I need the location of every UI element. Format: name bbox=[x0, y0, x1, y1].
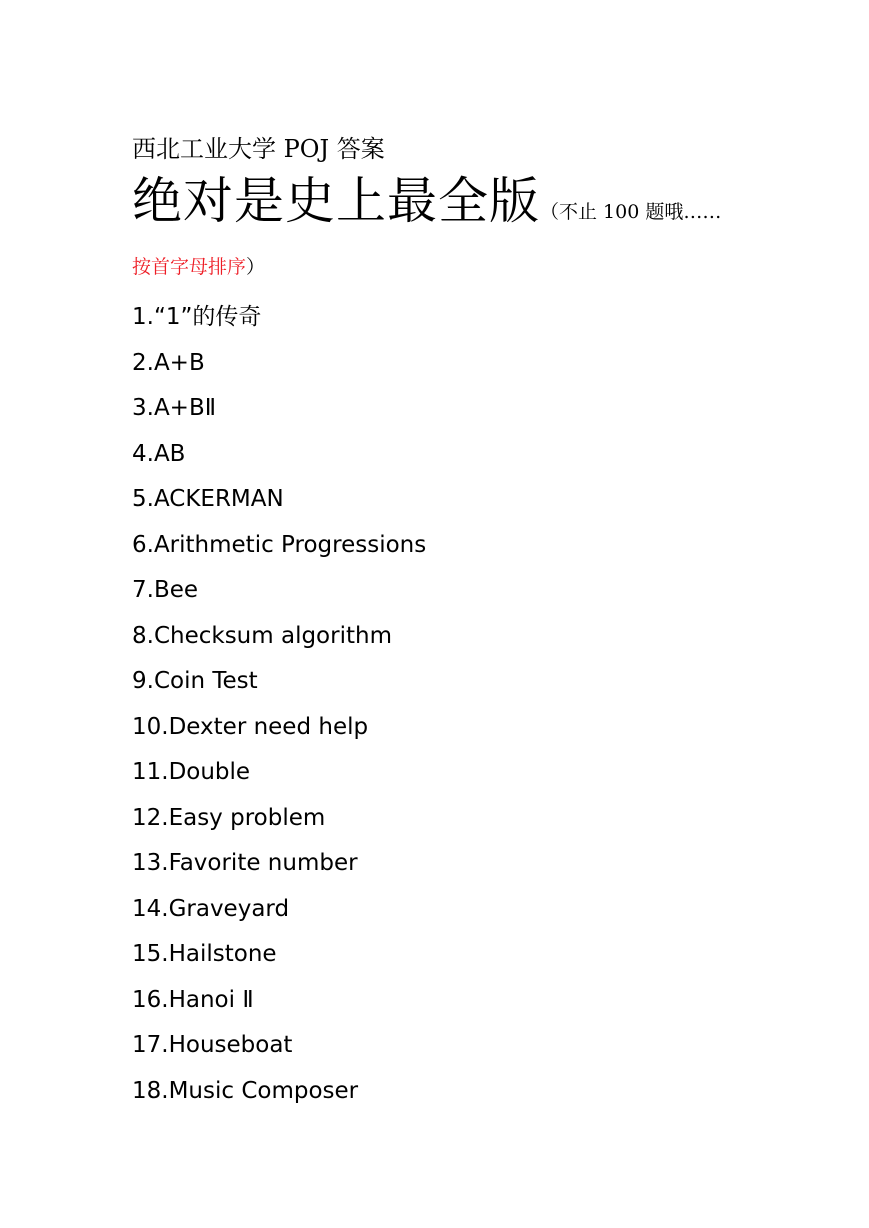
document-headline bbox=[132, 172, 832, 243]
problem-item: 13.Favorite number bbox=[132, 850, 358, 876]
problem-item: 9.Coin Test bbox=[132, 668, 258, 694]
problem-item: 15.Hailstone bbox=[132, 941, 277, 967]
problem-item: 17.Houseboat bbox=[132, 1032, 293, 1058]
headline-paren-open: （ bbox=[540, 201, 560, 223]
sort-order-note: 按首字母排序 bbox=[132, 256, 247, 278]
problem-item: 7.Bee bbox=[132, 577, 199, 603]
problem-item: 12.Easy problem bbox=[132, 804, 326, 831]
problem-item: 3.A+BⅡ bbox=[132, 395, 217, 421]
problem-item: 2.A+B bbox=[132, 349, 205, 376]
headline-paren-close: ） bbox=[246, 256, 266, 278]
problem-list bbox=[132, 295, 832, 1114]
problem-item: 14.Graveyard bbox=[132, 895, 290, 922]
problem-item: 6.Arithmetic Progressions bbox=[132, 531, 427, 558]
problem-item: 11.Double bbox=[132, 759, 251, 785]
headline-note: 不止 100 题哦…… bbox=[559, 201, 722, 223]
problem-item: 5.ACKERMAN bbox=[132, 486, 284, 512]
problem-item: 8.Checksum algorithm bbox=[132, 622, 392, 649]
sort-note-line bbox=[132, 251, 832, 285]
problem-item: 10.Dexter need help bbox=[132, 713, 369, 740]
problem-item: 18.Music Composer bbox=[132, 1077, 359, 1104]
problem-item: 16.Hanoi Ⅱ bbox=[132, 986, 254, 1013]
headline-main-text: 绝对是史上最全版 bbox=[132, 172, 540, 230]
document-subtitle: 西北工业大学 POJ 答案 bbox=[132, 135, 385, 163]
document-content bbox=[132, 132, 832, 1114]
problem-item: 4.AB bbox=[132, 440, 186, 467]
problem-item: 1.“1”的传奇 bbox=[132, 304, 262, 330]
